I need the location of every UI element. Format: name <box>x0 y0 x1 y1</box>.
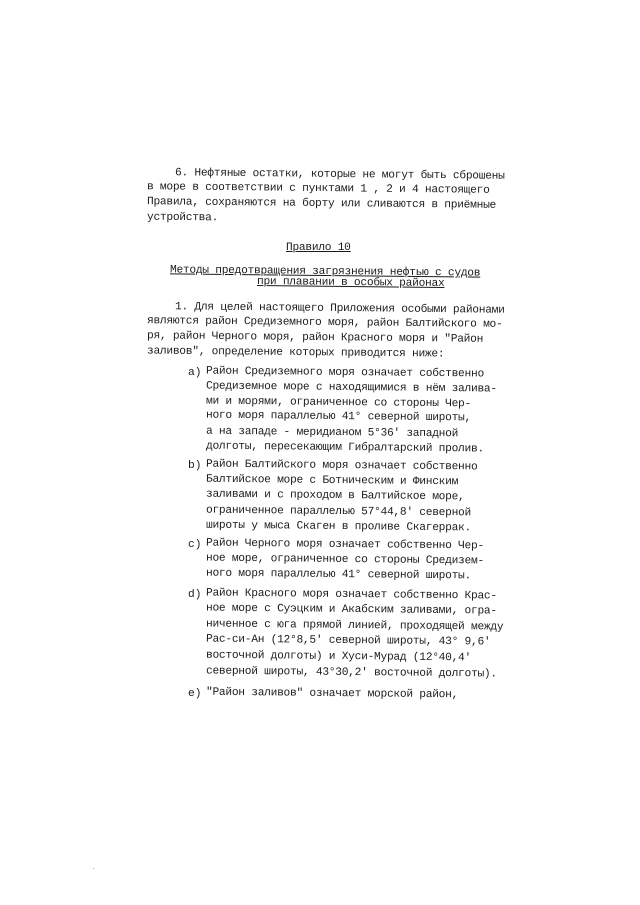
item-marker: c) <box>188 539 202 551</box>
item-line: Район Черного моря означает собственно Чер- <box>205 537 484 553</box>
paragraph-line: 6. Нефтяные остатки, которые не могут быть сброшены <box>174 167 505 183</box>
rule-subtitle-line-2: при плавании в особых районах <box>256 276 445 290</box>
item-line: Район Балтийского моря означает собственно <box>205 458 478 474</box>
item-line: а на западе - меридианом 5°36' западной <box>205 425 459 441</box>
item-line: заливами и с проходом в Балтийское море, <box>205 488 465 504</box>
paragraph-line: заливов", определение которых приводится ниже: <box>146 345 445 361</box>
item-line: Балтийское море с Ботническим и Финским <box>205 473 459 489</box>
item-line: ного моря параллелью 41° северной широты. <box>205 567 472 583</box>
item-marker: a) <box>188 367 202 379</box>
item-line: "Район заливов" означает морской район, <box>205 686 459 702</box>
item-line: широты у мыса Скаген в проливе Скагеррак. <box>205 519 472 535</box>
paragraph-line: в море в соответствии с пунктами 1 , 2 и 4 настоящего <box>146 181 490 197</box>
item-line: Район Средиземного моря означает собственно <box>205 365 484 381</box>
paragraph-line: 1. Для целей настоящего Приложения особыми районами <box>174 301 505 317</box>
item-line: Средиземное море с находящимися в нём залива- <box>205 380 497 396</box>
item-line: северной широты, 43°30,2' восточной долготы). <box>205 665 497 681</box>
item-line: ное море с Суэцким и Акабским заливами, огра- <box>205 602 497 618</box>
item-line: ми и морями, ограниченное со стороны Чер- <box>205 395 472 411</box>
item-line: ное море, ограниченное со стороны Средизем- <box>205 552 484 568</box>
item-line: долготы, пересекающим Гибралтарский пролив. <box>205 440 484 456</box>
paragraph-line: являются район Средиземного моря, район Балтийского мо- <box>146 315 503 331</box>
item-line: ограниченное параллелью 57°44,8' северной <box>205 504 472 520</box>
rule-subtitle-line-1: Методы предотвращения загрязнения нефтью с судов <box>169 264 481 280</box>
rule-title: Правило 10 <box>286 242 351 254</box>
item-line: восточной долготы) и Хуси-Мурад (12°40,4' <box>205 649 472 665</box>
item-line: Район Красного моря означает собственно Крас- <box>205 587 497 603</box>
paragraph-line: ря, район Черного моря, район Красного моря и "Район <box>146 330 484 346</box>
item-line: ного моря параллелью 41° северной широты, <box>205 409 472 425</box>
item-line: Рас-си-Ан (12°8,5' северной широты, 43° 9,6' <box>205 633 491 649</box>
item-marker: e) <box>188 688 202 700</box>
paragraph-line: Правила, сохраняются на борту или сливаются в приёмные <box>146 196 497 212</box>
paragraph-line: устройства. <box>146 211 219 225</box>
item-marker: d) <box>188 589 202 601</box>
item-line: ниченное с юга прямой линией, проходящей между <box>205 618 504 634</box>
scan-speck <box>93 868 94 869</box>
item-marker: b) <box>188 460 202 472</box>
